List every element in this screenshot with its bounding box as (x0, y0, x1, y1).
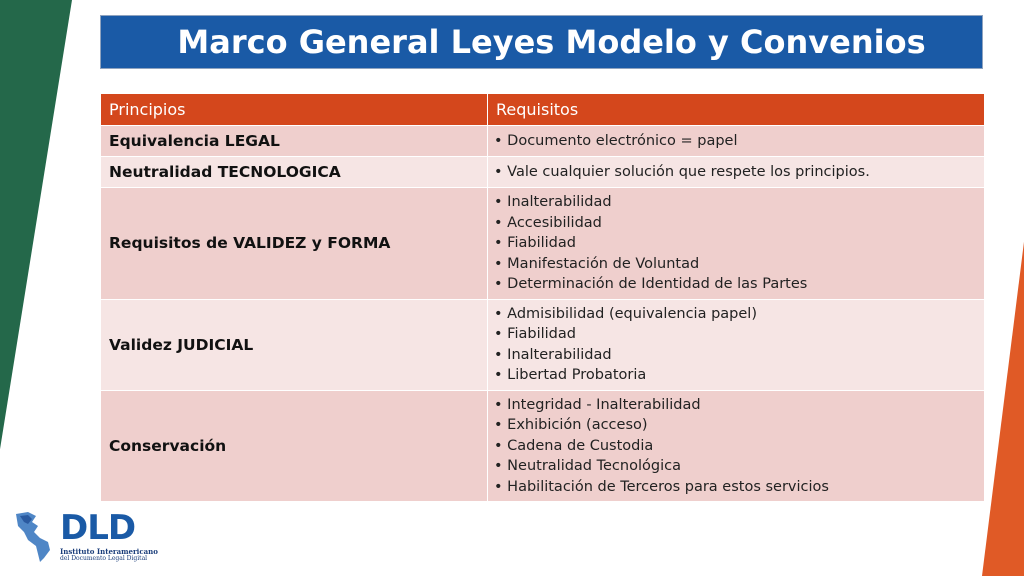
table-row (101, 188, 985, 300)
requirement-item: • Libertad Probatoria (494, 365, 978, 386)
requirements-cell (488, 157, 985, 188)
requirements-cell (488, 390, 985, 502)
principles-table (100, 93, 985, 502)
requirement-item: • Determinación de Identidad de las Partes (494, 274, 978, 295)
principle-cell: Validez JUDICIAL (101, 299, 488, 390)
requirement-item: • Fiabilidad (494, 233, 978, 254)
principle-cell: Conservación (101, 390, 488, 502)
requirement-item: • Habilitación de Terceros para estos servicios (494, 477, 978, 498)
requirement-item: • Admisibilidad (equivalencia papel) (494, 304, 978, 325)
green-corner-decoration (0, 0, 72, 576)
requirements-cell (488, 299, 985, 390)
slide-title: Marco General Leyes Modelo y Convenios (177, 23, 926, 61)
requirement-item: • Documento electrónico = papel (494, 131, 978, 152)
americas-map-icon (14, 510, 58, 564)
requirement-item: • Exhibición (acceso) (494, 415, 978, 436)
table-row (101, 126, 985, 157)
table-header-row (101, 94, 985, 126)
requirements-cell (488, 188, 985, 300)
table-row (101, 390, 985, 502)
logo-subtitle-1: Instituto Interamericano (60, 547, 158, 556)
table-row (101, 157, 985, 188)
header-requisitos: Requisitos (488, 94, 985, 126)
requirement-item: • Vale cualquier solución que respete los principios. (494, 162, 978, 183)
requirement-item: • Accesibilidad (494, 213, 978, 234)
logo-subtitle-2: del Documento Legal Digital (60, 555, 148, 562)
requirement-item: • Fiabilidad (494, 324, 978, 345)
requirement-item: • Inalterabilidad (494, 192, 978, 213)
logo-brand-text: DLD (60, 508, 136, 548)
requirements-cell (488, 126, 985, 157)
header-principios: Principios (101, 94, 488, 126)
requirement-item: • Inalterabilidad (494, 345, 978, 366)
requirement-item: • Cadena de Custodia (494, 436, 978, 457)
requirement-item: • Integridad - Inalterabilidad (494, 395, 978, 416)
requirement-item: • Neutralidad Tecnológica (494, 456, 978, 477)
principle-cell: Requisitos de VALIDEZ y FORMA (101, 188, 488, 300)
dld-logo (14, 508, 158, 566)
title-bar (100, 15, 983, 69)
requirement-item: • Manifestación de Voluntad (494, 254, 978, 275)
table-row (101, 299, 985, 390)
principle-cell: Neutralidad TECNOLOGICA (101, 157, 488, 188)
principle-cell: Equivalencia LEGAL (101, 126, 488, 157)
